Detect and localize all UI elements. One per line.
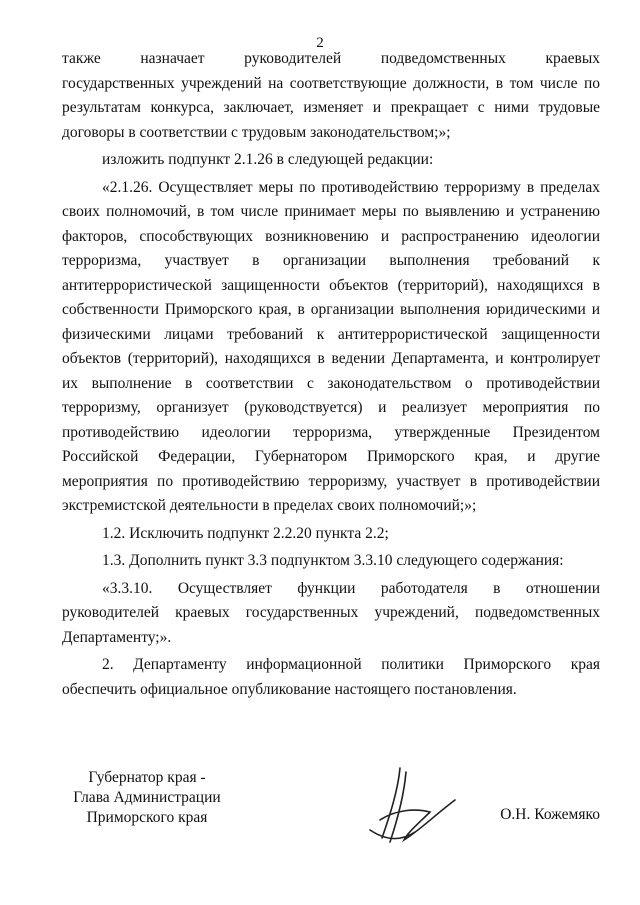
text-line: объектов (территорий), находящихся в ведении Департамента, и контролирует xyxy=(62,350,600,367)
text-line: факторов, способствующих возникновению и распространению идеологии xyxy=(62,227,600,245)
handwritten-signature xyxy=(360,760,480,850)
text-line: физическими лицами требований к антитеррористической защищенности xyxy=(62,325,600,343)
text-line: экстремистской деятельности в пределах своих полномочий;»; xyxy=(62,497,477,514)
text-line: терроризма, участвует в организации выполнения требований к xyxy=(62,252,600,269)
text-line: обеспечить официальное опубликование настоящего постановления. xyxy=(62,680,517,698)
signatory-name: О.Н. Кожемяко xyxy=(500,806,600,823)
text-line: изложить подпункт 2.1.26 в следующей редакции: xyxy=(102,151,434,168)
text-line: противодействию идеологии терроризма, утвержденные Президентом xyxy=(62,423,600,441)
page-number: 2 xyxy=(316,35,324,51)
text-line: Департаменту;». xyxy=(62,628,172,646)
signatory-title xyxy=(62,768,232,828)
signature-block xyxy=(0,760,640,880)
text-line: собственности Приморского края, в организации выполнения юридическими и xyxy=(62,301,600,318)
text-line: «2.1.26. Осуществляет меры по противодействию терроризму в пределах xyxy=(102,178,600,196)
signatory-title-line: Глава Администрации xyxy=(73,789,221,806)
text-line: также назначает руководителей подведомственных краевых xyxy=(62,50,600,67)
paragraph xyxy=(62,148,600,173)
text-line: 1.2. Исключить подпункт 2.2.20 пункта 2.2; xyxy=(102,524,389,542)
paragraph xyxy=(62,549,600,574)
text-line: их выполнение в соответствии с законодательством о противодействии xyxy=(62,374,600,392)
paragraph xyxy=(62,653,600,702)
document-body xyxy=(62,47,600,702)
paragraph xyxy=(62,176,600,519)
text-line: 1.3. Дополнить пункт 3.3 подпунктом 3.3.10 следующего содержания: xyxy=(102,552,564,569)
text-line: 2. Департаменту информационной политики Приморского края xyxy=(102,656,600,673)
text-line: мероприятия по противодействию терроризму, участвует в противодействии xyxy=(62,472,600,490)
text-line: результатам конкурса, заключает, изменяет и прекращает с ними трудовые xyxy=(62,99,600,116)
paragraph xyxy=(62,577,600,651)
text-line: Российской Федерации, Губернатором Приморского края, и другие xyxy=(62,448,600,465)
paragraph xyxy=(62,522,600,547)
text-line: терроризму, организует (руководствуется) и реализует мероприятия по xyxy=(62,399,600,416)
signatory-title-line: Губернатор края - xyxy=(88,769,206,786)
text-line: руководителей краевых государственных учреждений, подведомственных xyxy=(62,604,600,621)
text-line: государственных учреждений на соответствующие должности, в том числе по xyxy=(62,74,600,92)
text-line: «3.3.10. Осуществляет функции работодателя в отношении xyxy=(102,579,600,597)
text-line: договоры в соответствии с трудовым законодательством;»; xyxy=(62,123,451,141)
text-line: своих полномочий, в том числе принимает меры по выявлению и устранению xyxy=(62,203,600,220)
paragraph xyxy=(62,47,600,145)
signatory-title-line: Приморского края xyxy=(86,809,208,826)
text-line: антитеррористической защищенности объектов (территорий), находящихся в xyxy=(62,276,600,294)
